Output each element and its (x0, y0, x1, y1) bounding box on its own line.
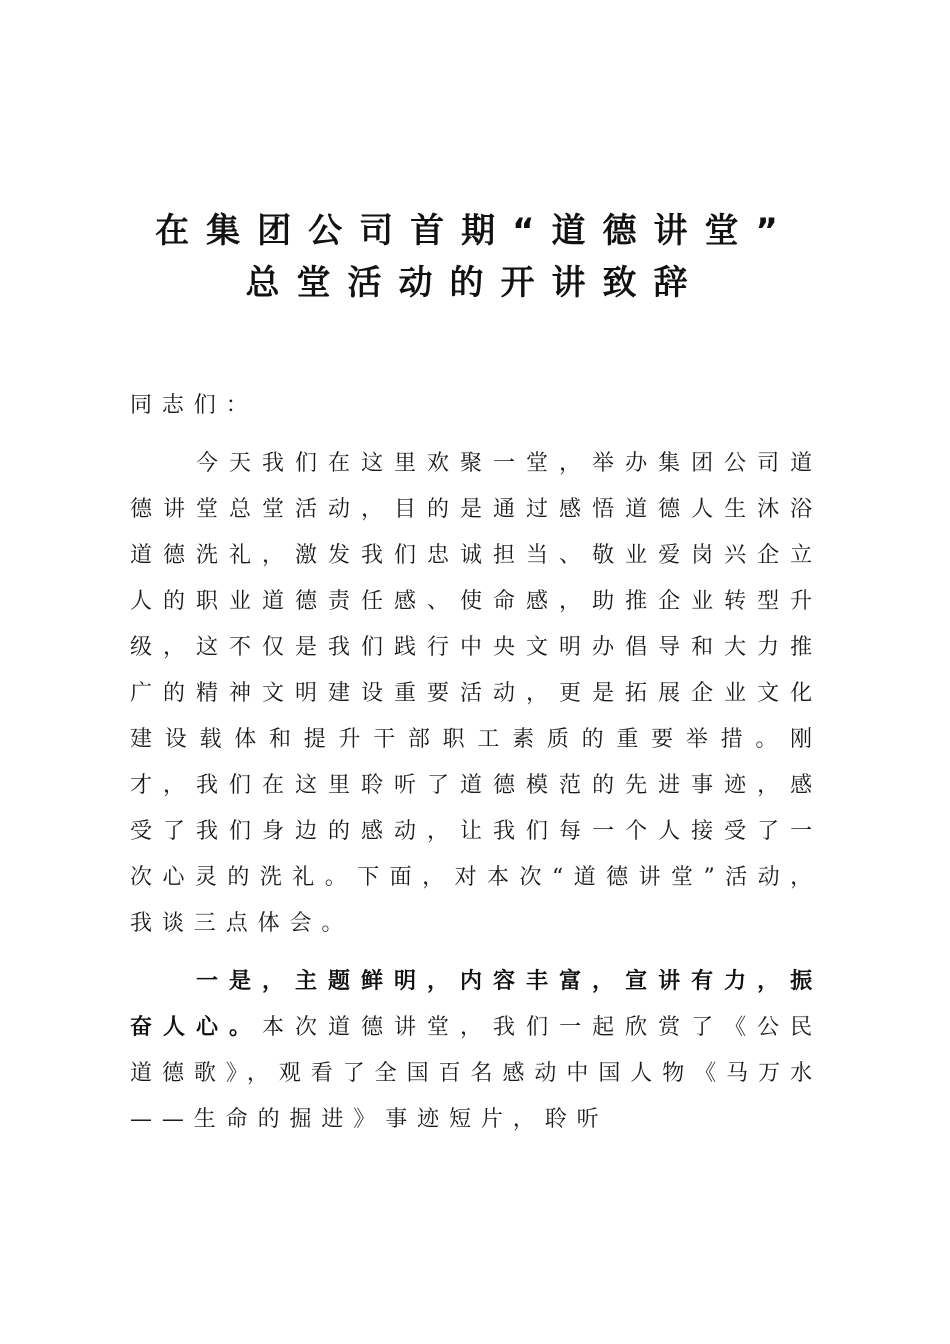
paragraph-1: 今天我们在这里欢聚一堂，举办集团公司道德讲堂总堂活动，目的是通过感悟道德人生沐浴道德洗礼，激发我们忠诚担当、敬业爱岗兴企立人的职业道德责任感、使命感，助推企业转型升级，这不仅是我们践行中央文明办倡导和大力推广的精神文明建设重要活动，更是拓展企业文化建设载体和提升干部职工素质的重要举措。刚才，我们在这里聆听了道德模范的先进事迹，感受了我们身边的感动，让我们每一个人接受了一次心灵的洗礼。下面，对本次“道德讲堂”活动，我谈三点体会。 (130, 451, 822, 936)
document-body (130, 383, 822, 1155)
title-line-1: 在集团公司首期“道德讲堂” (155, 211, 795, 251)
title-line-2: 总堂活动的开讲致辞 (245, 263, 705, 303)
salutation: 同志们： (130, 393, 258, 418)
document-title (100, 205, 850, 309)
paragraph-2-text: 本次道德讲堂，我们一起欣赏了《公民道德歌》，观看了全国百名感动中国人物《马万水——生命的掘进》事迹短片，聆听 (130, 1015, 822, 1132)
paragraph-2-lead: 一是，主题鲜明，内容丰富，宣讲有力，振奋人心。 (130, 969, 822, 1040)
paragraph-2 (130, 959, 822, 1143)
